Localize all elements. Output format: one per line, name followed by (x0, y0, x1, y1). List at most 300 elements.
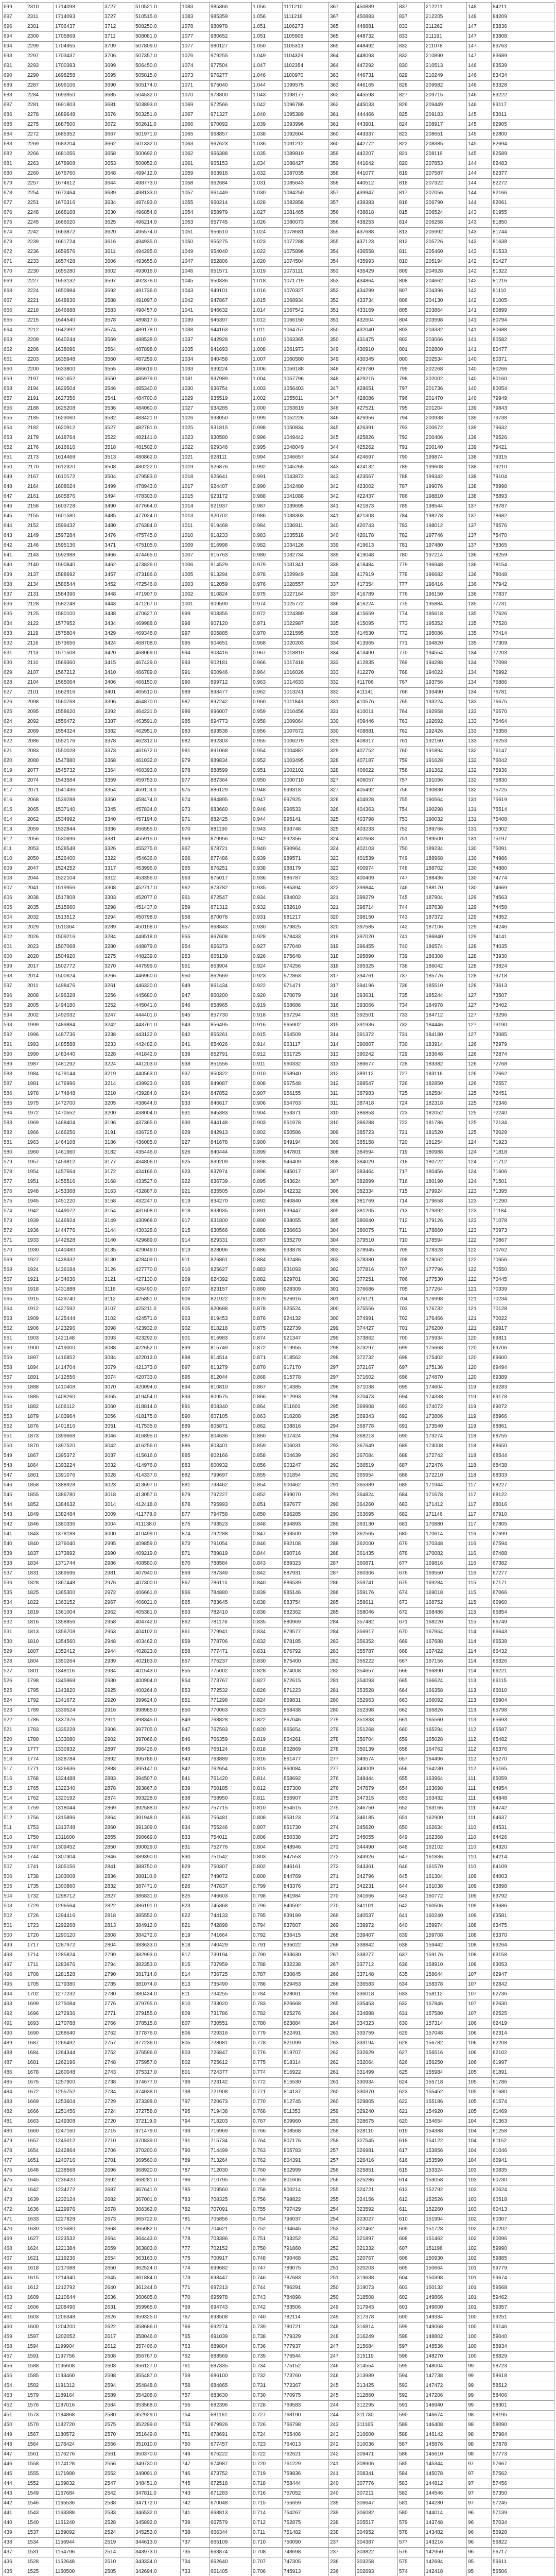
table-cell: 1262196 (54, 2058, 103, 2068)
table-cell: 345055 (356, 1833, 398, 1843)
table-cell: 174604 (425, 1383, 467, 1393)
table-cell: 392588.0 (134, 1804, 181, 1814)
table-row (3, 91, 554, 100)
table-cell: 69494 (492, 1363, 554, 1373)
table-cell: 446 (3, 2460, 26, 2469)
table-cell: 653 (3, 433, 26, 443)
table-cell: 0.786 (252, 1980, 283, 1990)
table-cell: 754267 (283, 2509, 329, 2518)
table-row (3, 1422, 554, 1432)
table-cell: 448879.0 (134, 942, 181, 952)
table-cell: 802 (398, 335, 425, 345)
table-cell: 832 (398, 42, 425, 52)
table-cell: 319073 (356, 2283, 398, 2293)
table-cell: 871223 (283, 1686, 329, 1696)
table-cell: 1171980 (54, 2469, 103, 2479)
table-cell: 647 (398, 1853, 425, 1862)
table-cell: 825627 (210, 1265, 252, 1275)
table-cell: 122 (467, 1236, 492, 1246)
table-row (3, 1265, 554, 1275)
table-cell: 360605.0 (134, 2293, 181, 2303)
table-cell: 621 (398, 2107, 425, 2117)
table-cell: 1591 (26, 2352, 54, 2362)
table-cell: 1564 (26, 2440, 54, 2450)
table-cell: 596 (398, 2352, 425, 2362)
table-cell: 282 (329, 1667, 356, 1676)
table-cell: 3312 (103, 874, 134, 884)
table-cell: 62102 (492, 2048, 554, 2058)
table-cell: 853123 (283, 1814, 329, 1823)
table-cell: 1367448 (54, 1579, 103, 1588)
table-cell: 574 (3, 1207, 26, 1216)
table-cell: 200672 (425, 423, 467, 433)
table-cell: 1584396 (54, 590, 103, 600)
table-cell: 117 (467, 1481, 492, 1490)
table-cell: 587 (3, 1079, 26, 1089)
table-cell: 239 (329, 2509, 356, 2518)
table-cell: 647 (3, 492, 26, 502)
table-cell: 158112 (425, 1990, 467, 1999)
table-cell: 604 (3, 913, 26, 923)
table-cell: 950586 (283, 1128, 329, 1138)
table-cell: 336018 (356, 1990, 398, 1999)
table-cell: 997925 (283, 795, 329, 805)
table-cell: 738 (398, 962, 425, 972)
table-cell: 3597 (103, 277, 134, 286)
table-cell: 115 (467, 1579, 492, 1588)
table-cell: 855907 (283, 1794, 329, 1804)
table-cell: 1082858 (283, 198, 329, 208)
table-cell: 2780 (103, 1990, 134, 1999)
table-cell: 777 (398, 580, 425, 590)
table-cell: 390669.0 (134, 1833, 181, 1843)
table-cell: 1446924 (54, 1216, 103, 1226)
table-cell: 357 (329, 198, 356, 208)
table-cell: 144812 (425, 2479, 467, 2489)
table-cell: 1232124 (54, 2195, 103, 2205)
table-cell: 1300860 (54, 1882, 103, 1892)
table-cell: 581 (398, 2499, 425, 2509)
table-cell: 320 (329, 913, 356, 923)
table-cell: 641 (398, 1911, 425, 1921)
table-cell: 886 (181, 1442, 210, 1451)
table-cell: 643 (3, 531, 26, 541)
table-cell: 365082.0 (134, 2225, 181, 2234)
table-cell: 1610172 (54, 472, 103, 482)
table-cell: 2218 (26, 306, 54, 316)
table-cell: 181254 (425, 1138, 467, 1148)
table-cell: 604 (398, 2274, 425, 2283)
table-cell: 1.026 (252, 218, 283, 228)
table-cell: 1208496 (54, 2303, 103, 2313)
table-cell: 257 (329, 2156, 356, 2166)
table-row (3, 453, 554, 463)
table-cell: 1373892 (54, 1549, 103, 1559)
table-cell: 1537140 (54, 805, 103, 815)
table-cell: 1657 (26, 2137, 54, 2146)
table-cell: 626 (3, 698, 26, 707)
table-cell: 276 (329, 1774, 356, 1784)
table-cell: 3074 (103, 1373, 134, 1383)
table-cell: 0.754 (252, 2215, 283, 2225)
table-cell: 282 (329, 1657, 356, 1667)
table-cell: 797429 (283, 2205, 329, 2215)
table-cell: 497493.0 (134, 198, 181, 208)
table-cell: 2101 (26, 688, 54, 698)
table-cell: 1569360 (54, 658, 103, 668)
table-cell: 860200 (210, 991, 252, 1001)
table-cell: 343973.0 (134, 2548, 181, 2557)
table-cell: 1391076 (54, 1471, 103, 1481)
table-cell: 1618764 (54, 433, 103, 443)
table-cell: 3116 (103, 1285, 134, 1295)
table-cell: 1654 (26, 2146, 54, 2156)
table-row (3, 2548, 554, 2557)
table-row (3, 2528, 554, 2538)
table-cell: 1582 (26, 2381, 54, 2391)
table-cell: 767593 (210, 1725, 252, 1735)
table-cell: 289 (329, 1530, 356, 1539)
table-row (3, 2205, 554, 2215)
table-cell: 0.895 (252, 1177, 283, 1187)
table-cell: 1027 (181, 404, 210, 414)
table-cell: 1852 (26, 1500, 54, 1510)
table-cell: 445 (3, 2469, 26, 2479)
table-cell: 485 (3, 2078, 26, 2088)
table-cell: 2911 (103, 1716, 134, 1725)
table-cell: 803 (398, 326, 425, 335)
table-cell: 0.770 (252, 2097, 283, 2107)
table-cell: 762 (181, 2352, 210, 2362)
table-cell: 0.958 (252, 717, 283, 727)
table-cell: 725 (398, 1089, 425, 1099)
table-cell: 1524252 (54, 864, 103, 874)
table-cell: 967623 (210, 140, 252, 149)
table-row (3, 1314, 554, 1324)
table-cell: 527 (3, 1667, 26, 1676)
table-cell: 246 (329, 2362, 356, 2371)
table-cell: 907120 (210, 619, 252, 629)
table-cell: 951571 (210, 267, 252, 277)
table-cell: 821922 (210, 1295, 252, 1304)
table-cell: 2035 (26, 903, 54, 913)
table-cell: 911 (181, 1256, 210, 1265)
table-cell: 560 (3, 1344, 26, 1353)
table-cell: 1063 (181, 140, 210, 149)
table-cell: 426956 (356, 414, 398, 423)
table-cell: 731786 (210, 2009, 252, 2019)
table-cell: 1678 (26, 2068, 54, 2078)
table-cell: 929 (181, 1128, 210, 1138)
table-cell: 638 (3, 580, 26, 590)
table-cell: 1951 (26, 1177, 54, 1187)
table-row (3, 1393, 554, 1402)
table-cell: 742 (398, 923, 425, 933)
table-cell: 340 (329, 521, 356, 531)
table-cell: 3205 (103, 1099, 134, 1109)
table-cell: 1507068 (54, 942, 103, 952)
table-cell: 63053 (492, 1960, 554, 1970)
table-cell: 112 (467, 1755, 492, 1765)
table-cell: 787349 (210, 1569, 252, 1579)
table-cell: 0.852 (252, 1490, 283, 1500)
table-cell: 69389 (492, 1373, 554, 1383)
table-cell: 3354 (103, 786, 134, 795)
table-cell: 0.940 (252, 844, 283, 854)
table-cell: 0.822 (252, 1716, 283, 1725)
table-cell: 712030 (210, 2166, 252, 2176)
table-cell: 877486 (210, 854, 252, 864)
table-cell: 2032 (26, 913, 54, 923)
table-cell: 846161 (283, 1862, 329, 1872)
table-cell: 59885 (492, 2254, 554, 2264)
table-cell: 3135 (103, 1246, 134, 1256)
table-cell: 146 (467, 91, 492, 100)
table-cell: 635 (398, 1970, 425, 1980)
table-cell: 386191.0 (134, 1902, 181, 1911)
table-cell: 596 (3, 991, 26, 1001)
table-cell: 343334.0 (134, 2557, 181, 2567)
table-cell: 877 (181, 1510, 210, 1520)
table-cell: 1831 (26, 1569, 54, 1579)
table-cell: 1816 (26, 1618, 54, 1628)
table-cell: 0.896 (252, 1167, 283, 1177)
table-cell: 413965 (356, 639, 398, 649)
table-cell: 1753 (26, 1823, 54, 1833)
table-cell: 695 (398, 1383, 425, 1393)
table-cell: 697 (3, 12, 26, 22)
table-cell: 442482.0 (134, 1040, 181, 1050)
table-cell: 329240 (356, 2107, 398, 2117)
table-cell: 153590 (425, 2156, 467, 2166)
table-cell: 167422 (425, 1647, 467, 1657)
table-cell: 393228.0 (134, 1794, 181, 1804)
table-cell: 367 (329, 3, 356, 12)
table-cell: 356127.0 (134, 2362, 181, 2371)
table-cell: 199874 (425, 453, 467, 463)
table-cell: 742 (181, 2499, 210, 2509)
table-cell: 775 (181, 2254, 210, 2264)
table-cell: 461032.0 (134, 756, 181, 766)
table-cell: 406622 (356, 766, 398, 776)
table-cell: 2958 (103, 1618, 134, 1628)
table-cell: 2170 (26, 463, 54, 472)
table-cell: 773767 (210, 1676, 252, 1686)
table-cell: 0.794 (252, 1921, 283, 1931)
table-cell: 1592988 (54, 551, 103, 561)
table-cell: 297 (329, 1363, 356, 1373)
table-cell: 2869 (103, 1804, 134, 1814)
table-cell: 158644 (425, 1970, 467, 1980)
table-cell: 796037 (283, 2215, 329, 2225)
table-cell: 0.759 (252, 2176, 283, 2185)
table-cell: 2846 (103, 1853, 134, 1862)
table-cell: 126 (467, 1079, 492, 1089)
table-cell: 172742 (425, 1451, 467, 1461)
table-cell: 496214.0 (134, 218, 181, 228)
table-cell: 581 (3, 1138, 26, 1148)
table-cell: 243 (329, 2430, 356, 2440)
table-cell: 1061973 (283, 345, 329, 355)
table-row (3, 1725, 554, 1735)
table-cell: 396455 (356, 942, 398, 952)
table-cell: 1018810 (283, 649, 329, 658)
table-cell: 266 (329, 1980, 356, 1990)
table-cell: 824 (398, 120, 425, 130)
table-cell: 745368 (210, 1902, 252, 1911)
table-cell: 365 (329, 22, 356, 32)
table-cell: 205460 (425, 247, 467, 257)
table-cell: 751542 (210, 1853, 252, 1862)
table-cell: 200140 (425, 443, 467, 453)
table-cell: 439383 (356, 198, 398, 208)
table-row (3, 933, 554, 942)
table-cell: 418175.0 (134, 1412, 181, 1422)
table-cell: 862669 (210, 972, 252, 981)
table-cell: 162368 (425, 1833, 467, 1843)
table-cell: 1732 (26, 1892, 54, 1902)
table-cell: 0.906 (252, 1099, 283, 1109)
table-cell: 204928 (425, 267, 467, 277)
table-cell: 246 (329, 2371, 356, 2381)
table-cell: 441 (3, 2509, 26, 2518)
table-cell: 348444 (356, 1774, 398, 1784)
table-cell: 0.914 (252, 1040, 283, 1050)
table-cell: 356 (329, 218, 356, 228)
table-cell: 2068 (26, 795, 54, 805)
table-row (3, 22, 554, 32)
table-cell: 280 (329, 1696, 356, 1706)
table-row (3, 2176, 554, 2185)
table-cell: 2706 (103, 2146, 134, 2156)
table-cell: 359 (329, 159, 356, 169)
table-cell: 287 (329, 1569, 356, 1579)
table-cell: 816983 (210, 1334, 252, 1344)
table-cell: 2149 (26, 531, 54, 541)
table-cell: 864261 (283, 1735, 329, 1745)
table-cell: 181520 (425, 1128, 467, 1138)
table-cell: 304387 (356, 2538, 398, 2548)
table-cell: 331499 (356, 2068, 398, 2078)
table-cell: 882425 (210, 815, 252, 825)
table-cell: 2743 (103, 2068, 134, 2078)
table-cell: 139 (467, 423, 492, 433)
table-cell: 342 (329, 492, 356, 502)
table-cell: 145 (467, 140, 492, 149)
table-cell: 81533 (492, 247, 554, 257)
table-cell: 3630 (103, 208, 134, 218)
table-cell: 3275 (103, 952, 134, 962)
table-cell: 922739 (283, 1324, 329, 1334)
table-cell: 321 (329, 903, 356, 913)
table-cell: 941 (181, 1040, 210, 1050)
table-cell: 906031 (283, 1442, 329, 1451)
table-cell: 1027164 (283, 590, 329, 600)
table-cell: 999 (181, 609, 210, 619)
table-cell: 2892 (103, 1755, 134, 1765)
table-cell: 687 (3, 100, 26, 110)
table-cell: 361 (329, 110, 356, 120)
table-cell: 1675 (26, 2078, 54, 2088)
table-cell: 2916 (103, 1706, 134, 1716)
table-cell: 3191 (103, 1128, 134, 1138)
table-cell: 0.951 (252, 766, 283, 776)
table-cell: 83539 (492, 61, 554, 71)
table-cell: 132 (467, 786, 492, 795)
table-cell: 154654 (425, 2117, 467, 2127)
table-cell: 1706437 (54, 22, 103, 32)
table-cell: 1324488 (54, 1774, 103, 1784)
table-cell: 968686 (283, 1001, 329, 1011)
table-cell: 1672464 (54, 189, 103, 198)
table-row (3, 1412, 554, 1422)
table-cell: 452 (3, 2401, 26, 2411)
table-row (3, 42, 554, 52)
table-cell: 2827 (103, 1892, 134, 1902)
table-row (3, 140, 554, 149)
table-cell: 199608 (425, 463, 467, 472)
table-cell: 206790 (425, 198, 467, 208)
table-cell: 2257 (26, 179, 54, 189)
table-cell: 959 (181, 903, 210, 913)
table-cell: 1.020 (252, 257, 283, 267)
table-cell: 3350 (103, 795, 134, 805)
table-row (3, 1706, 554, 1716)
table-cell: 303258 (356, 2557, 398, 2567)
table-cell: 746603 (210, 1892, 252, 1902)
table-cell: 717 (398, 1167, 425, 1177)
table-cell: 354208.0 (134, 2391, 181, 2401)
table-cell: 2164 (26, 482, 54, 492)
table-cell: 970092 (210, 120, 252, 130)
table-cell: 302693 (356, 2567, 398, 2576)
table-cell: 602 (398, 2293, 425, 2303)
table-cell: 0.990 (252, 482, 283, 492)
table-cell: 107 (467, 1980, 492, 1990)
table-cell: 519 (3, 1745, 26, 1755)
table-cell: 358 (329, 179, 356, 189)
table-cell: 1573 (26, 2411, 54, 2420)
table-cell: 1039695 (283, 502, 329, 512)
table-cell: 951978 (283, 1118, 329, 1128)
table-cell: 2608 (103, 2352, 134, 2362)
table-cell: 203066 (425, 335, 467, 345)
table-cell: 1.043 (252, 91, 283, 100)
table-cell: 275 (329, 1804, 356, 1814)
table-cell: 579 (398, 2518, 425, 2528)
table-cell: 395890 (356, 952, 398, 962)
table-cell: 153058 (425, 2176, 467, 2185)
table-cell: 889 (181, 1422, 210, 1432)
table-cell: 879 (181, 1490, 210, 1500)
table-cell: 1496328 (54, 991, 103, 1001)
table-cell: 464231.0 (134, 707, 181, 717)
table-cell: 67805 (492, 1520, 554, 1530)
table-cell: 834270 (210, 1197, 252, 1207)
table-cell: 250 (329, 2283, 356, 2293)
table-cell: 3513 (103, 453, 134, 463)
table-cell: 1268640 (54, 2029, 103, 2039)
table-cell: 547 (3, 1471, 26, 1481)
table-cell: 835505 (210, 1187, 252, 1197)
table-cell: 412270 (356, 668, 398, 678)
table-cell: 793 (398, 423, 425, 433)
table-cell: 3056 (103, 1412, 134, 1422)
table-cell: 577 (3, 1177, 26, 1187)
table-cell: 690 (3, 71, 26, 81)
table-cell: 3298 (103, 903, 134, 913)
table-cell: 498773.0 (134, 179, 181, 189)
